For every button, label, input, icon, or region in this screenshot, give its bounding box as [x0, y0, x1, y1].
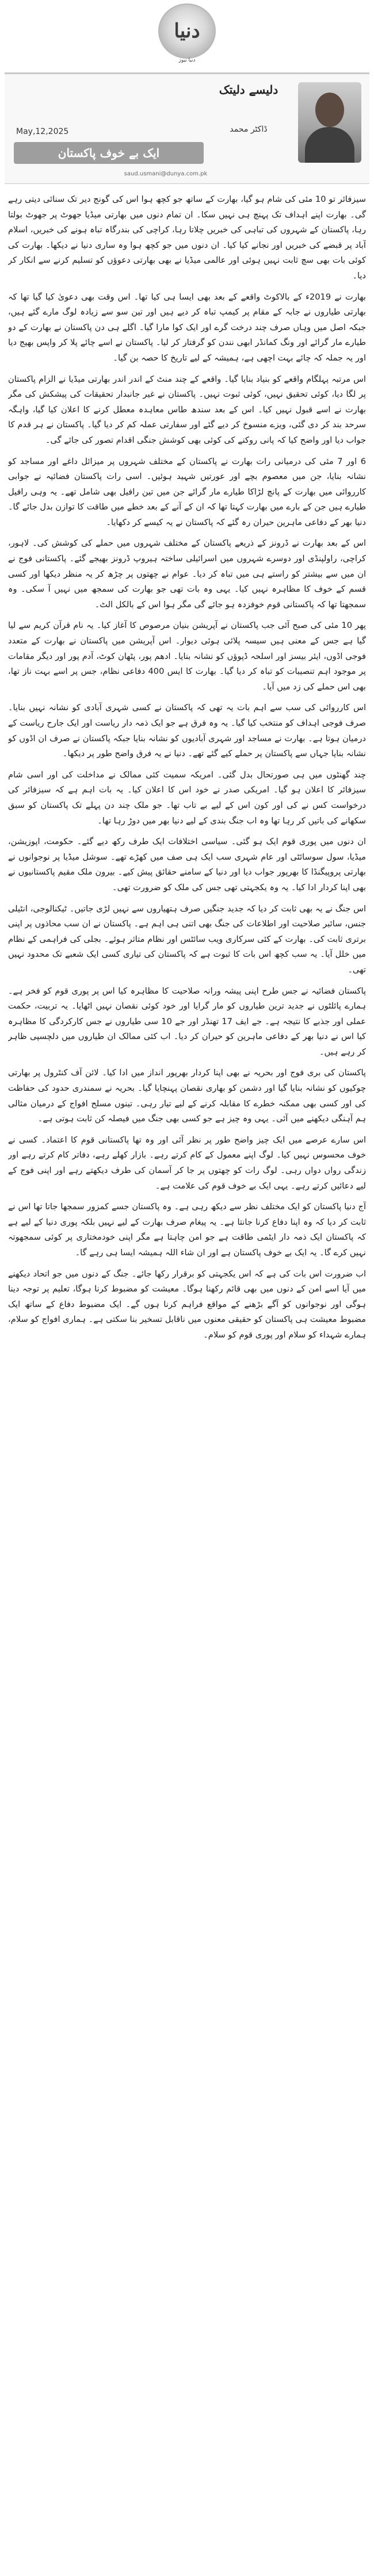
article-paragraph: اس مرتبہ پہلگام واقعے کو بنیاد بنایا گیا۔ واقعے کے چند منٹ کے اندر اندر بھارتی میڈیا نے الزام پاکستان پر لگا دیا، کوئی تحقیق نہیں، کوئی ثبوت نہیں۔ پاکستان نے غیر جانبدار تحقیقات کی پیشکش کی مگر بھارت نے اسے قبول نہیں کیا۔ اس کے بعد سندھ طاس معاہدہ معطل کرنے کا اعلان کیا گیا، واہگہ سرحد بند کر دی گئی، ویزے منسوخ کر دیے گئے اور سفارتی عملہ کم کر دیا گیا۔ پاکستان نے ہر قدم کا جواب دیا اور واضح کیا کہ پانی روکنے کی کوئی بھی کوشش جنگی اقدام تصور کی جائے گی۔	[8, 374, 366, 445]
author-name: ڈاکٹر محمد	[230, 125, 268, 134]
article-paragraph: اس کے بعد بھارت نے ڈرونز کے ذریعے پاکستان کے مختلف شہروں میں حملے کی کوشش کی۔ لاہور، کراچی، راولپنڈی اور دوسرے شہروں میں اسرائیلی ساختہ ہیروپ ڈرونز بھیجے گئے۔ پاکستانی فوج نے ان میں سے بیشتر کو راستے ہی میں تباہ کر دیا۔ عوام نے چھتوں پر چڑھ کر یہ منظر دیکھا اور کسی قسم کے خوف کا مظاہرہ نہیں کیا۔ یہی وہ بات تھی جو بھارت کی سمجھ میں نہیں آ سکی۔ وہ سمجھتا تھا کہ پاکستانی قوم خوفزدہ ہو جائے گی مگر ہوا اس کے بالکل الٹ۔	[8, 538, 366, 610]
article-paragraph: سیزفائر تو 10 مئی کی شام ہو گیا، بھارت کے ساتھ جو کچھ ہوا اس کی گونج دیر تک سنائی دیتی رہے گی۔ بھارت اپنے اہداف تک پہنچ ہی نہیں سکا۔ ان تمام دنوں میں بھارتی میڈیا جھوٹ پر جھوٹ بولتا رہا، پاکستان کے شہروں کی تباہی کی خبریں چلاتا رہا، کراچی کی بندرگاہ تباہ ہونے کی خبریں، اسلام آباد پر قبضے کی خبریں اور نجانے کیا کیا۔ ان دنوں میں جو کچھ ہوا وہ ساری دنیا نے دیکھا۔ بھارت کی کوئی بات بھی سچ ثابت نہیں ہوئی اور عالمی میڈیا نے بھی بھارتی دعوؤں کو تسلیم کرنے سے انکار کر دیا۔	[8, 194, 366, 281]
author-photo-body	[305, 127, 354, 163]
logo-caption: دنیا نیوز	[178, 57, 196, 63]
author-email: saud.usmani@dunya.com.pk	[124, 171, 208, 177]
article-paragraph: اب ضرورت اس بات کی ہے کہ اس یکجہتی کو برقرار رکھا جائے۔ جنگ کے دنوں میں جو اتحاد دیکھنے میں آیا اسے امن کے دنوں میں بھی قائم رکھنا ہوگا۔ معیشت کو مضبوط کرنا ہوگا، تعلیم پر توجہ دینا ہوگی اور نوجوانوں کو آگے بڑھنے کے مواقع فراہم کرنا ہوں گے۔ ایک مضبوط دفاع کے ساتھ ایک مضبوط معیشت ہی پاکستان کو حقیقی معنوں میں ناقابل تسخیر بنا سکتی ہے۔ ہماری افواج کو سلام، ہمارے شہداء کو سلام اور پوری قوم کو سلام۔	[8, 1268, 366, 1340]
logo-text: دنیا	[174, 20, 200, 43]
masthead	[0, 0, 374, 69]
headline: ایک بے خوف پاکستان	[58, 146, 160, 160]
article-paragraph: اس کارروائی کی سب سے اہم بات یہ تھی کہ پاکستان نے کسی شہری آبادی کو نشانہ نہیں بنایا۔ صرف فوجی اہداف کو منتخب کیا گیا۔ یہ وہ فرق ہے جو ایک ذمہ دار ریاست اور ایک جارح ریاست کے درمیان ہوتا ہے۔ بھارت نے مساجد اور شہری آبادیوں کو نشانہ بنایا جبکہ پاکستان نے صرف ان اڈوں کو نشانہ بنایا جہاں سے پاکستان پر حملے کیے گئے تھے۔ دنیا نے یہ فرق واضح طور پر دیکھا۔	[8, 703, 366, 759]
publish-date: May,12,2025	[16, 127, 69, 136]
article-paragraph: ان دنوں میں پوری قوم ایک ہو گئی۔ سیاسی اختلافات ایک طرف رکھ دیے گئے۔ حکومت، اپوزیشن، میڈیا، سول سوسائٹی اور عام شہری سب ایک ہی صف میں کھڑے تھے۔ سوشل میڈیا پر نوجوانوں نے بھارتی پروپیگنڈا کا بھرپور جواب دیا اور دنیا کے سامنے حقائق پیش کیے۔ بیرون ملک مقیم پاکستانیوں نے بھی اپنا کردار ادا کیا۔ یہ وہ یکجہتی تھی جس کی ملک کو ضرورت تھی۔	[8, 837, 366, 892]
article-paragraph: آج دنیا پاکستان کو ایک مختلف نظر سے دیکھ رہی ہے۔ وہ پاکستان جسے کمزور سمجھا جاتا تھا اس نے ثابت کر دیا کہ وہ اپنا دفاع کرنا جانتا ہے۔ یہ پیغام صرف بھارت کے لیے نہیں بلکہ پوری دنیا کے لیے ہے کہ پاکستان ایک ذمہ دار ایٹمی طاقت ہے جو امن چاہتا ہے مگر اپنی خودمختاری پر کوئی سمجھوتہ نہیں کرے گا۔ یہ ایک بے خوف پاکستان ہے اور ان شاء اللہ ہمیشہ ایسا ہی رہے گا۔	[8, 1202, 366, 1258]
headline-box	[14, 142, 204, 164]
article-paragraph: پھر 10 مئی کی صبح آئی جب پاکستان نے آپریشن بنیان مرصوص کا آغاز کیا۔ یہ نام قرآن کریم سے لیا گیا ہے جس کے معنی ہیں سیسہ پلائی ہوئی دیوار۔ اس آپریشن میں پاکستان نے بھارت کے متعدد فوجی اڈوں، ایئر بیسز اور اسلحہ ڈپوؤں کو نشانہ بنایا۔ ادھم پور، پٹھان کوٹ، آدم پور اور دیگر مقامات پر موجود اہم تنصیبات کو تباہ کر دیا گیا۔ بھارت کا ایس 400 دفاعی نظام، جس پر اسے بہت ناز تھا، بھی اس حملے کی زد میں آیا۔	[8, 620, 366, 692]
author-photo	[298, 82, 361, 163]
column-name: دلیسے دلیتک	[219, 83, 278, 97]
column-header	[5, 72, 369, 184]
author-photo-head	[315, 93, 344, 127]
article-body	[8, 192, 366, 2566]
newspaper-logo	[158, 3, 216, 59]
article-paragraph: پاکستان کی بری فوج اور بحریہ نے بھی اپنا کردار بھرپور انداز میں ادا کیا۔ لائن آف کنٹرول پر بھارتی چوکیوں کو نشانہ بنایا گیا اور دشمن کو بھاری نقصان پہنچایا گیا۔ بحریہ نے سمندری حدود کی حفاظت کی اور کسی بھی ممکنہ خطرے کا مقابلہ کرنے کے لیے تیار رہی۔ تینوں مسلح افواج کے درمیان مثالی ہم آہنگی دیکھنے میں آئی۔ یہی وہ چیز ہے جو کسی بھی جنگ میں فیصلہ کن ثابت ہوتی ہے۔	[8, 1068, 366, 1124]
article-paragraph: چند گھنٹوں میں ہی صورتحال بدل گئی۔ امریکہ سمیت کئی ممالک نے مداخلت کی اور اسی شام سیزفائر کا اعلان ہو گیا۔ امریکی صدر نے خود اس کا اعلان کیا۔ یہ بات اہم ہے کہ سیزفائر کی درخواست کس نے کی اور کون اس کے لیے بے تاب تھا۔ جو ملک چند دن پہلے تک پاکستان کو سبق سکھانے کی باتیں کر رہا تھا وہ اب جنگ بندی کے لیے دنیا بھر میں دوڑ رہا تھا۔	[8, 769, 366, 826]
article-paragraph: 6 اور 7 مئی کی درمیانی رات بھارت نے پاکستان کے مختلف شہروں پر میزائل داغے اور مساجد کو نشانہ بنایا، جن میں معصوم بچے اور عورتیں شہید ہوئیں۔ اسی رات پاکستان فضائیہ نے جوابی کارروائی میں بھارت کے پانچ لڑاکا طیارے مار گرائے جن میں تین رافیل بھی شامل تھے۔ یہ وہی رافیل طیارے ہیں جن کے بارے میں بھارت کہتا تھا کہ ان کے آنے کے بعد خطے میں طاقت کا توازن بدل جائے گا۔ دنیا بھر کے دفاعی ماہرین حیران رہ گئے کہ پاکستان نے یہ کیسے کر دکھایا۔	[8, 456, 366, 527]
article-paragraph: اس جنگ نے یہ بھی ثابت کر دیا کہ جدید جنگیں صرف ہتھیاروں سے نہیں لڑی جاتیں۔ ٹیکنالوجی، انٹیلی جنس، سائبر صلاحیت اور اطلاعات کی جنگ بھی اتنی ہی اہم ہے۔ پاکستان نے ان سب محاذوں پر اپنی برتری ثابت کی۔ بھارت کے کئی سرکاری ویب سائٹس اور نظام متاثر ہوئے۔ بجلی کی فراہمی کے نظام میں خلل آیا۔ یہ سب کچھ اس بات کا ثبوت ہے کہ پاکستان کی تیاری کسی ایک شعبے تک محدود نہیں تھی۔	[8, 903, 366, 975]
article-paragraph: بھارت نے 2019ء کے بالاکوٹ واقعے کے بعد بھی ایسا ہی کیا تھا۔ اس وقت بھی دعویٰ کیا گیا تھا کہ بھارتی طیاروں نے جابہ کے مقام پر کیمپ تباہ کر دیے ہیں اور تین سو سے زیادہ لوگ مارے گئے ہیں، جبکہ اصل میں وہاں صرف چند درخت گرے اور ایک کوا مارا گیا۔ اگلے ہی دن پاکستان نے بھارت کے دو طیارے مار گرائے اور ونگ کمانڈر ابھی نندن کو گرفتار کر لیا۔ پاکستان نے اسے چائے پلا کر واپس بھیج دیا اور یہ جملہ کہ چائے بہت اچھی ہے، ہمیشہ کے لیے تاریخ کا حصہ بن گیا۔	[8, 292, 366, 363]
article-paragraph: پاکستان فضائیہ نے جس طرح اپنی پیشہ ورانہ صلاحیت کا مظاہرہ کیا اس پر پوری قوم کو فخر ہے۔ ہمارے پائلٹوں نے جدید ترین طیاروں کو مار گرایا اور خود کوئی نقصان نہیں اٹھایا۔ یہ تربیت، حکمت عملی اور جذبے کا نتیجہ ہے۔ جے ایف 17 تھنڈر اور جے 10 سی طیاروں نے جس کارکردگی کا مظاہرہ کیا اس نے دنیا بھر کے دفاعی ماہرین کو حیران کر دیا۔ اب کئی ممالک ان طیاروں میں دلچسپی ظاہر کر رہے ہیں۔	[8, 986, 366, 1057]
article-paragraph: اس سارے عرصے میں ایک چیز واضح طور پر نظر آئی اور وہ تھا پاکستانی قوم کا اعتماد۔ کسی نے خوف محسوس نہیں کیا۔ لوگ اپنے معمول کے کام کرتے رہے۔ بازار کھلے رہے، دفاتر کام کرتے رہے اور زندگی رواں دواں رہی۔ لوگ رات کو چھتوں پر جا کر آسمان کی طرف دیکھتے رہے اور اپنی فوج کے لیے دعائیں کرتے رہے۔ یہی ایک بے خوف قوم کی علامت ہے۔	[8, 1134, 366, 1191]
